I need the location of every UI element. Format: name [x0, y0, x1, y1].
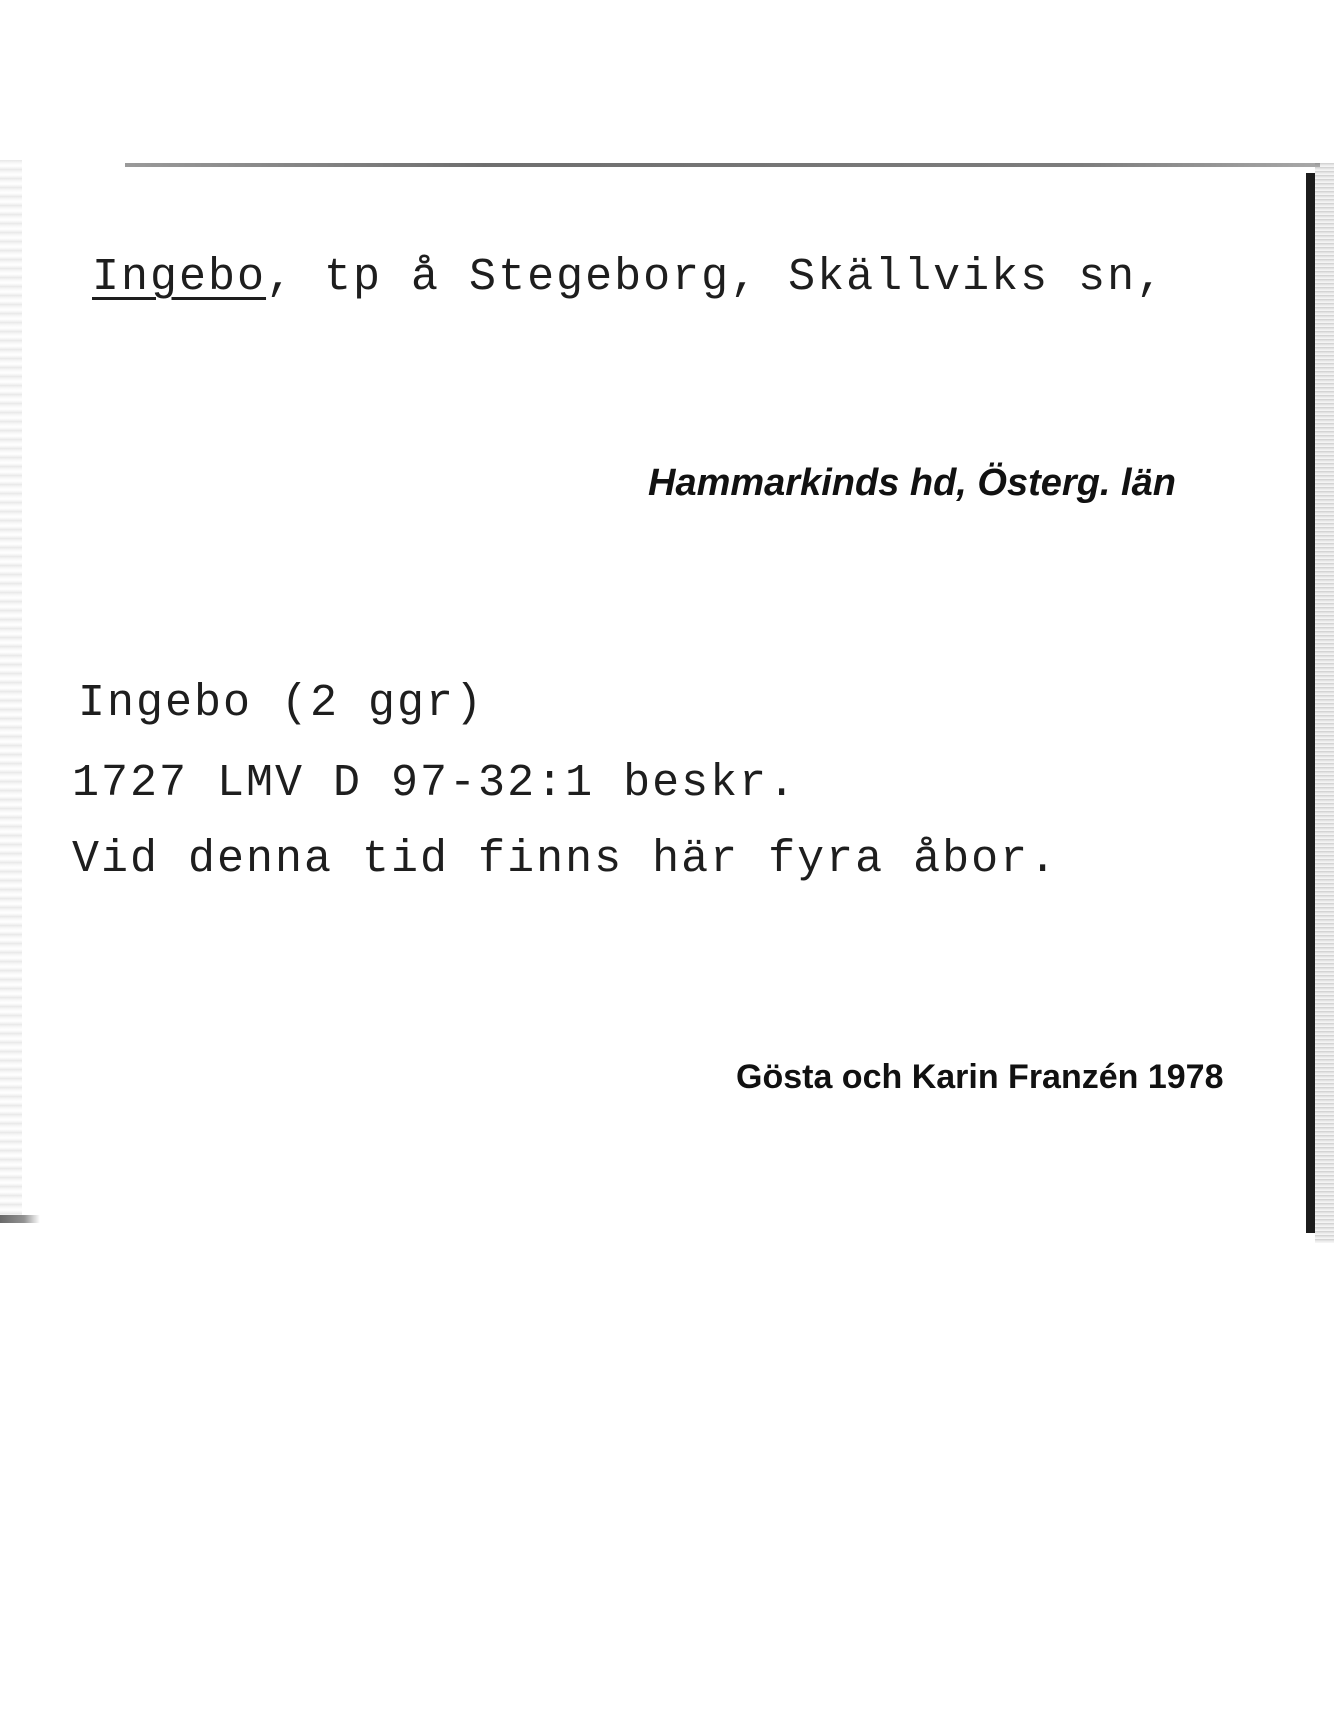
scan-edge-noise — [0, 160, 22, 1220]
scan-edge-mark — [0, 1215, 40, 1223]
entry-line-3: Vid denna tid finns här fyra åbor. — [72, 834, 1059, 885]
header-location: , tp å Stegeborg, Skällviks sn, — [266, 252, 1166, 303]
headword: Ingebo — [92, 252, 267, 303]
entry-line-2: 1727 LMV D 97-32:1 beskr. — [72, 758, 798, 809]
card-right-edge — [1306, 173, 1315, 1233]
card-right-shadow — [1315, 163, 1334, 1243]
card-header-line — [92, 252, 1165, 303]
region-stamp: Hammarkinds hd, Österg. län — [648, 462, 1176, 504]
card-top-edge — [125, 163, 1320, 167]
author-stamp: Gösta och Karin Franzén 1978 — [736, 1058, 1224, 1096]
entry-line-1: Ingebo (2 ggr) — [78, 678, 485, 729]
